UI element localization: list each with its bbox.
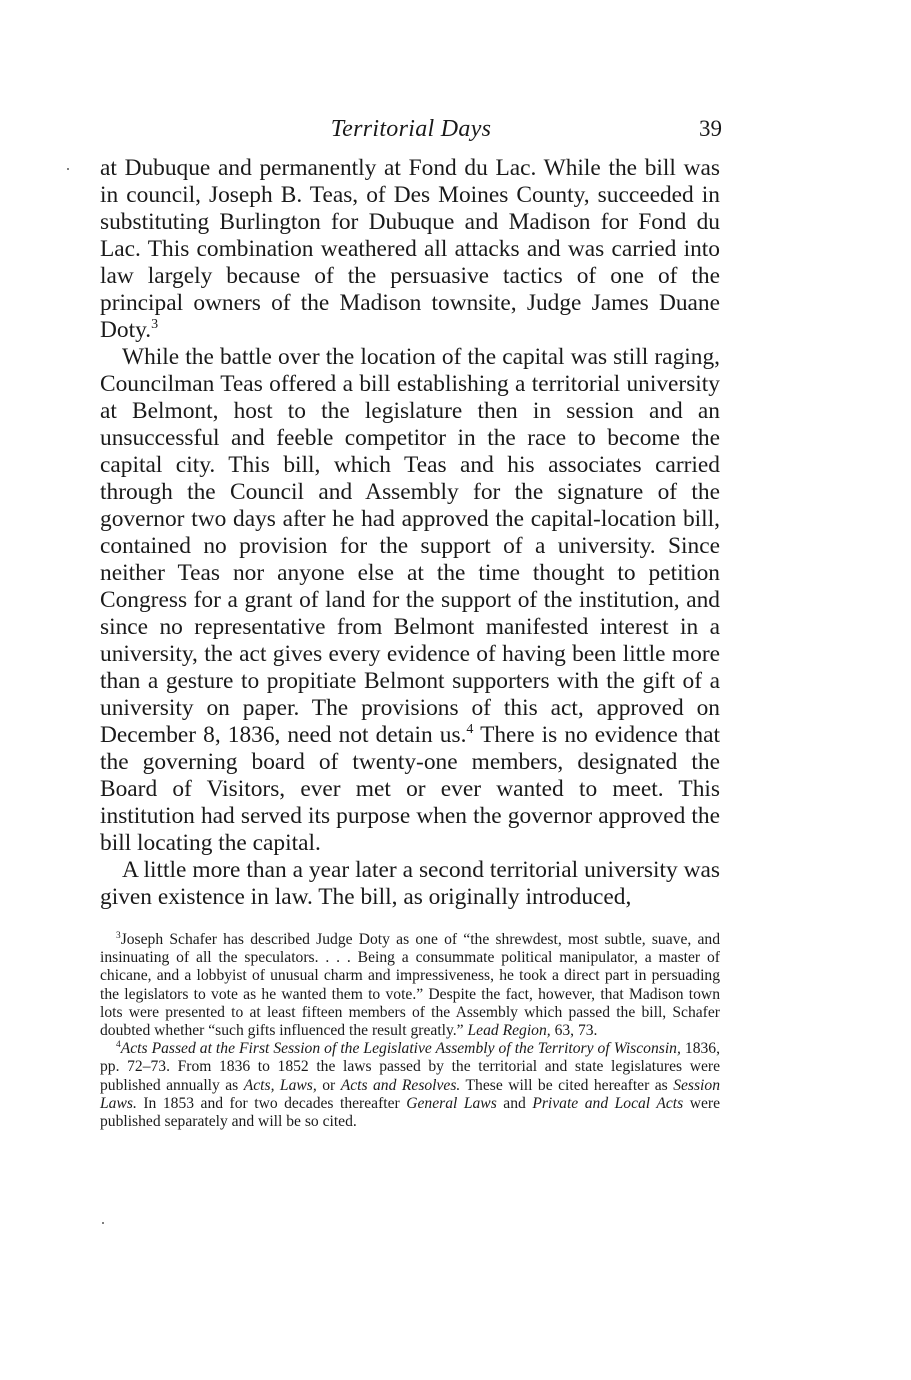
scan-speck (102, 1222, 104, 1224)
paragraph-text: While the battle over the location of the capital was still raging, Councilman Teas offered a bill establishing a territorial university at Belmont, host to the legislature then in session and an unsuccessful and feeble competitor in the race to become the capital city. This bill, which Teas and his associates carried through the Council and Assembly for the signature of the governor two days after he had approved the capital-location bill, contained no provision for the support of a university. Since neither Teas nor anyone else at the time thought to petition Congress for a grant of land for the support of the institution, and since no representative from Belmont manifested interest in a university, the act gives every evidence of having been little more than a gesture to propitiate Belmont supporters with the gift of a university on paper. The provisions of this act, approved on December 8, 1836, need not detain us. (100, 344, 720, 748)
footnotes (100, 931, 720, 1131)
paragraph-continuation (100, 155, 720, 344)
page-number: 39 (699, 116, 722, 141)
footnote-marker: 4 (116, 1040, 121, 1051)
footnote-title: Acts Passed at the First Session of the Legislative Assembly of the Territory of Wisconsin, (120, 1040, 681, 1058)
paragraph-text: There is no evidence that the governing board of twenty-one members, designated the Board of Visitors, ever met or ever wanted to meet. This institution had served its purpose when the governor approved the bill locating the capital. (100, 722, 720, 856)
footnote-term: General Laws (406, 1094, 497, 1112)
footnote-text: These will be cited hereafter as (465, 1076, 668, 1094)
paragraph-second-university: A little more than a year later a second territorial university was given existence in law. The bill, as originally introduced, (100, 857, 720, 910)
running-header (100, 113, 722, 145)
footnote-text: or (322, 1076, 336, 1094)
footnote-text: were published separately and will be so cited. (100, 1094, 721, 1131)
body-text (100, 155, 720, 911)
footnote-text: and (503, 1094, 526, 1112)
footnote-text: Joseph Schafer has described Judge Doty as one of “the shrewdest, most subtle, suave, and insinuating of all the speculators. . . . Being a consummate political manipulator, a master of chicane, and a lobbyist of unusual charm and impressiveness, he took a direct part in persuading the legislators to vote as he wanted them to vote.” Despite the fact, however, that Madison town lots were presented to at least fifteen members of the Assembly which passed the bill, Schafer doubted whether “such gifts influenced the result greatly.” (100, 931, 720, 1040)
footnote-3 (100, 931, 720, 1040)
footnote-term: Private and Local Acts (532, 1094, 684, 1112)
scan-speck (67, 168, 69, 170)
running-title: Territorial Days (330, 116, 492, 142)
footnote-4 (100, 1040, 720, 1131)
footnote-term: Acts and Resolves. (340, 1076, 461, 1094)
footnote-source-title: Lead Region, (467, 1022, 551, 1040)
footnote-source-pages: 63, 73. (554, 1022, 598, 1040)
footnote-text: In 1853 and for two decades thereafter (143, 1094, 400, 1112)
footnote-ref-4: 4 (466, 721, 474, 738)
paragraph-text: at Dubuque and permanently at Fond du Lac. While the bill was in council, Joseph B. Teas, of Des Moines County, succeeded in substituting Burlington for Dubuque and Madison for Fond du Lac. This combination weathered all attacks and was carried into law largely because of the persuasive tactics of one of the principal owners of the Madison townsite, Judge James Duane Doty. (100, 155, 720, 343)
footnote-term: Session Laws. (100, 1076, 720, 1112)
paragraph-belmont-university (100, 344, 720, 857)
footnote-term: Acts, Laws, (243, 1076, 317, 1094)
footnote-ref-3: 3 (151, 316, 159, 333)
footnote-marker: 3 (116, 930, 121, 941)
footnote-text: 1836, pp. 72–73. From 1836 to 1852 the laws passed by the territorial and state legislatures were published annually as (100, 1040, 720, 1094)
